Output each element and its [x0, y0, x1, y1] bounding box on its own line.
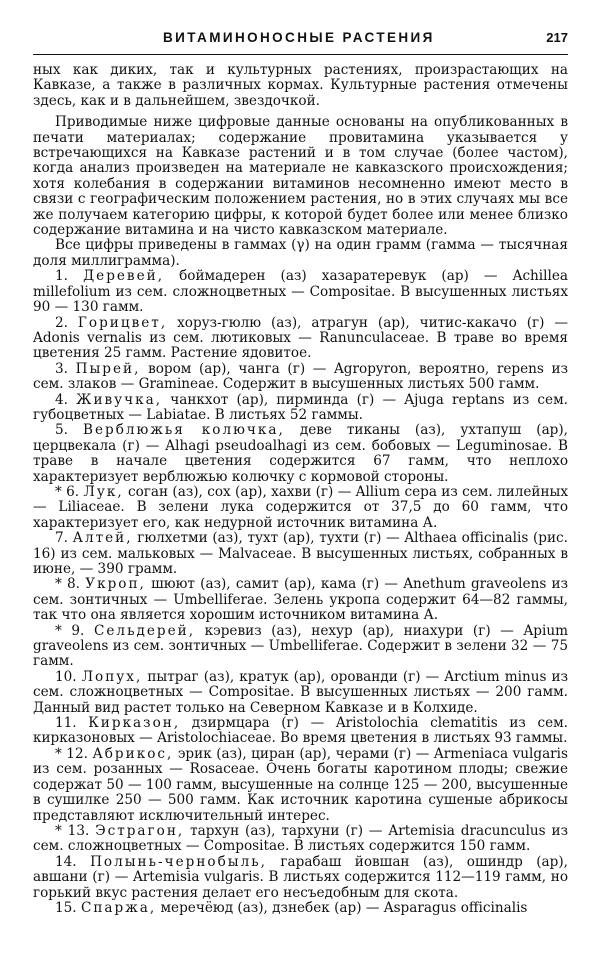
- plant-entry: [33, 670, 568, 716]
- plant-entry: [33, 624, 568, 670]
- entry-number: 11.: [55, 715, 77, 732]
- plant-name: Горицвет,: [77, 314, 168, 331]
- entry-number: 7.: [55, 530, 68, 547]
- entry-number: 10.: [55, 668, 77, 685]
- entry-text: тархун (аз), тархуни (г) — Artemisia dracunculus из сем. сложноцветных — Compositae. В листьях содержится 150 гамм.: [33, 822, 568, 855]
- entry-number: * 13.: [55, 822, 90, 839]
- entry-number: * 8.: [55, 576, 81, 593]
- entry-number: 4.: [55, 391, 68, 408]
- entry-number: * 6.: [55, 483, 80, 500]
- plant-name: Лук,: [83, 483, 124, 500]
- entry-number: * 9.: [55, 622, 85, 639]
- plant-entry: [33, 485, 568, 531]
- plant-name: Живучка,: [76, 391, 163, 408]
- running-header: [33, 30, 568, 55]
- plant-name: Полынь-чернобыль,: [90, 853, 267, 870]
- plant-entry: [33, 269, 568, 315]
- entry-text: боймадерен (аз) хазаратеревук (ар) — Achillea millefolium из сем. сложноцветных — Compositae. В высушенных листьях 90 — 130 гамм.: [33, 268, 568, 316]
- entry-text: чанкхот (ар), пирминда (г) — Ajuga reptans из сем. губоцветных — Labiatae. В листьях 52 гаммы.: [33, 391, 568, 423]
- plant-name: Лопух,: [81, 668, 143, 685]
- body-text: [33, 63, 568, 916]
- entry-text: кэревиз (аз), нехур (ар), ниахури (г) — Apium graveolens из сем. зонтичных — Umbelliferae. Содержит в зелени 32 — 75 гамм.: [33, 622, 568, 670]
- entry-number: 1.: [55, 268, 68, 285]
- entry-text: эрик (аз), циран (ар), черами (г) — Armeniaca vulgaris из сем. розанных — Rosaceae. Очень богаты каротином плоды; свежие содержат 50 — 100 гамм, высушенные на солнце 125 — 200, высушенные в сушилке 250 — 500 гамм. Как источник каротина сушеные абрикосы представляют исключительный интерес.: [33, 745, 568, 824]
- page-number: 217: [546, 30, 568, 45]
- plant-entry: [33, 855, 568, 901]
- plant-entry: [33, 316, 568, 362]
- plant-name: Эстрагон,: [95, 822, 185, 839]
- entry-text: хоруз-гюлю (аз), атрагун (ар), читис-какачо (г) — Adonis vernalis из сем. лютиковых — Ranunculaceae. В траве во время цветения 25 гамм. Растение ядовитое.: [33, 314, 568, 362]
- running-title: ВИТАМИНОНОСНЫЕ РАСТЕНИЯ: [163, 30, 435, 45]
- plant-entry: [33, 423, 568, 485]
- plant-entry: [33, 901, 568, 916]
- plant-name: Верблюжья колючка,: [82, 422, 285, 439]
- entry-number: 3.: [55, 360, 68, 377]
- plant-entry: [33, 747, 568, 824]
- plant-entry: [33, 824, 568, 855]
- entry-text: соган (аз), сох (ар), хахви (г) — Allium сера из сем. лилейных — Liliaceae. В зелени лука содержится от 37,5 до 60 гамм, что характеризует его, как недурной источник витамина А.: [33, 483, 568, 531]
- entry-text: деве тиканы (аз), ухтапуш (ар), церцвекала (г) — Alhagi pseudoalhagi из сем. бобовых — Leguminosae. В траве в начале цветения содержится 67 гамм, что неплохо характеризует верблюжью колючку с кормовой стороны.: [33, 422, 568, 485]
- plant-name: Пырей,: [75, 360, 141, 377]
- plant-entry: [33, 716, 568, 747]
- paragraph-continuation: ных как диких, так и культурных растениях, произрастающих на Кавказе, а также в различных кормах. Культурные растения отмечены здесь, как и в дальнейшем, звездочкой.: [33, 62, 568, 109]
- plant-name: Сельдерей,: [93, 622, 196, 639]
- plant-entry: [33, 362, 568, 393]
- plant-entry: [33, 393, 568, 424]
- paragraph-methodology: Приводимые ниже цифровые данные основаны на опубликованных в печати материалах; содержание провитамина указывается у встречающихся на Кавказе растений и в том случае (более частом), когда анализ произведен на материале не кавказского происхождения; хотя колебания в содержании витаминов несомненно имеют место в связи с географическим положением растения, но в этих случаях мы все же получаем категорию цифры, к которой будет более или менее близко содержание витамина и на чисто кавказском материале.: [33, 114, 568, 239]
- entry-number: * 12.: [55, 745, 88, 762]
- entry-text: меречёюд (аз), дзнебек (ар) — Asparagus officinalis: [156, 899, 528, 916]
- entry-text: шюют (аз), самит (ар), кама (г) — Anethum graveolens из сем. зонтичных — Umbelliferae. Зелень укропа содержит 64—82 гаммы, так что она является хорошим источником витамина А.: [33, 576, 569, 624]
- entry-number: 2.: [55, 314, 68, 331]
- entry-text: пытраг (аз), кратук (ар), орованди (г) — Arctium minus из сем. сложноцветных — Compositae. В высушенных листьях — 200 гамм. Данный вид растет только на Северном Кавказе и в Колхиде.: [33, 668, 568, 716]
- plant-entry: [33, 577, 568, 623]
- plant-entry-list: [33, 269, 568, 916]
- plant-name: Кирказон,: [88, 715, 181, 732]
- plant-name: Алтей,: [72, 530, 133, 547]
- entry-text: гарабаш йовшан (аз), ошиндр (ар), авшани (г) — Artemisia vulgaris. В листьях содержится 112—119 гамм, но горький вкус растения делает его несъедобным для скота.: [33, 853, 568, 901]
- plant-entry: [33, 531, 568, 577]
- plant-name: Деревей,: [83, 268, 165, 285]
- plant-name: Укроп,: [85, 576, 146, 593]
- entry-number: 15.: [55, 899, 77, 916]
- entry-number: 5.: [55, 422, 68, 439]
- entry-text: дзирмцара (г) — Aristolochia clematitis из сем. кирказоновых — Aristolochiaceae. Во время цветения в листьях 93 гаммы.: [33, 715, 569, 747]
- plant-name: Спаржа,: [80, 899, 157, 916]
- plant-name: Абрикос,: [92, 745, 174, 762]
- entry-number: 14.: [55, 853, 77, 870]
- entry-text: вором (ар), чанга (г) — Agropyron, вероятно, repens из сем. злаков — Gramineae. Содержит в высушенных листьях 500 гамм.: [33, 360, 568, 393]
- entry-text: гюлхетми (аз), тухт (ар), тухти (г) — Althaea officinalis (рис. 16) из сем. мальковых — Malvaceae. В высушенных листьях, собранных в июне, — 390 грамм.: [33, 530, 568, 577]
- paragraph-units: Все цифры приведены в гаммах (γ) на один грамм (гамма — тысячная доля миллиграмма).: [33, 237, 568, 269]
